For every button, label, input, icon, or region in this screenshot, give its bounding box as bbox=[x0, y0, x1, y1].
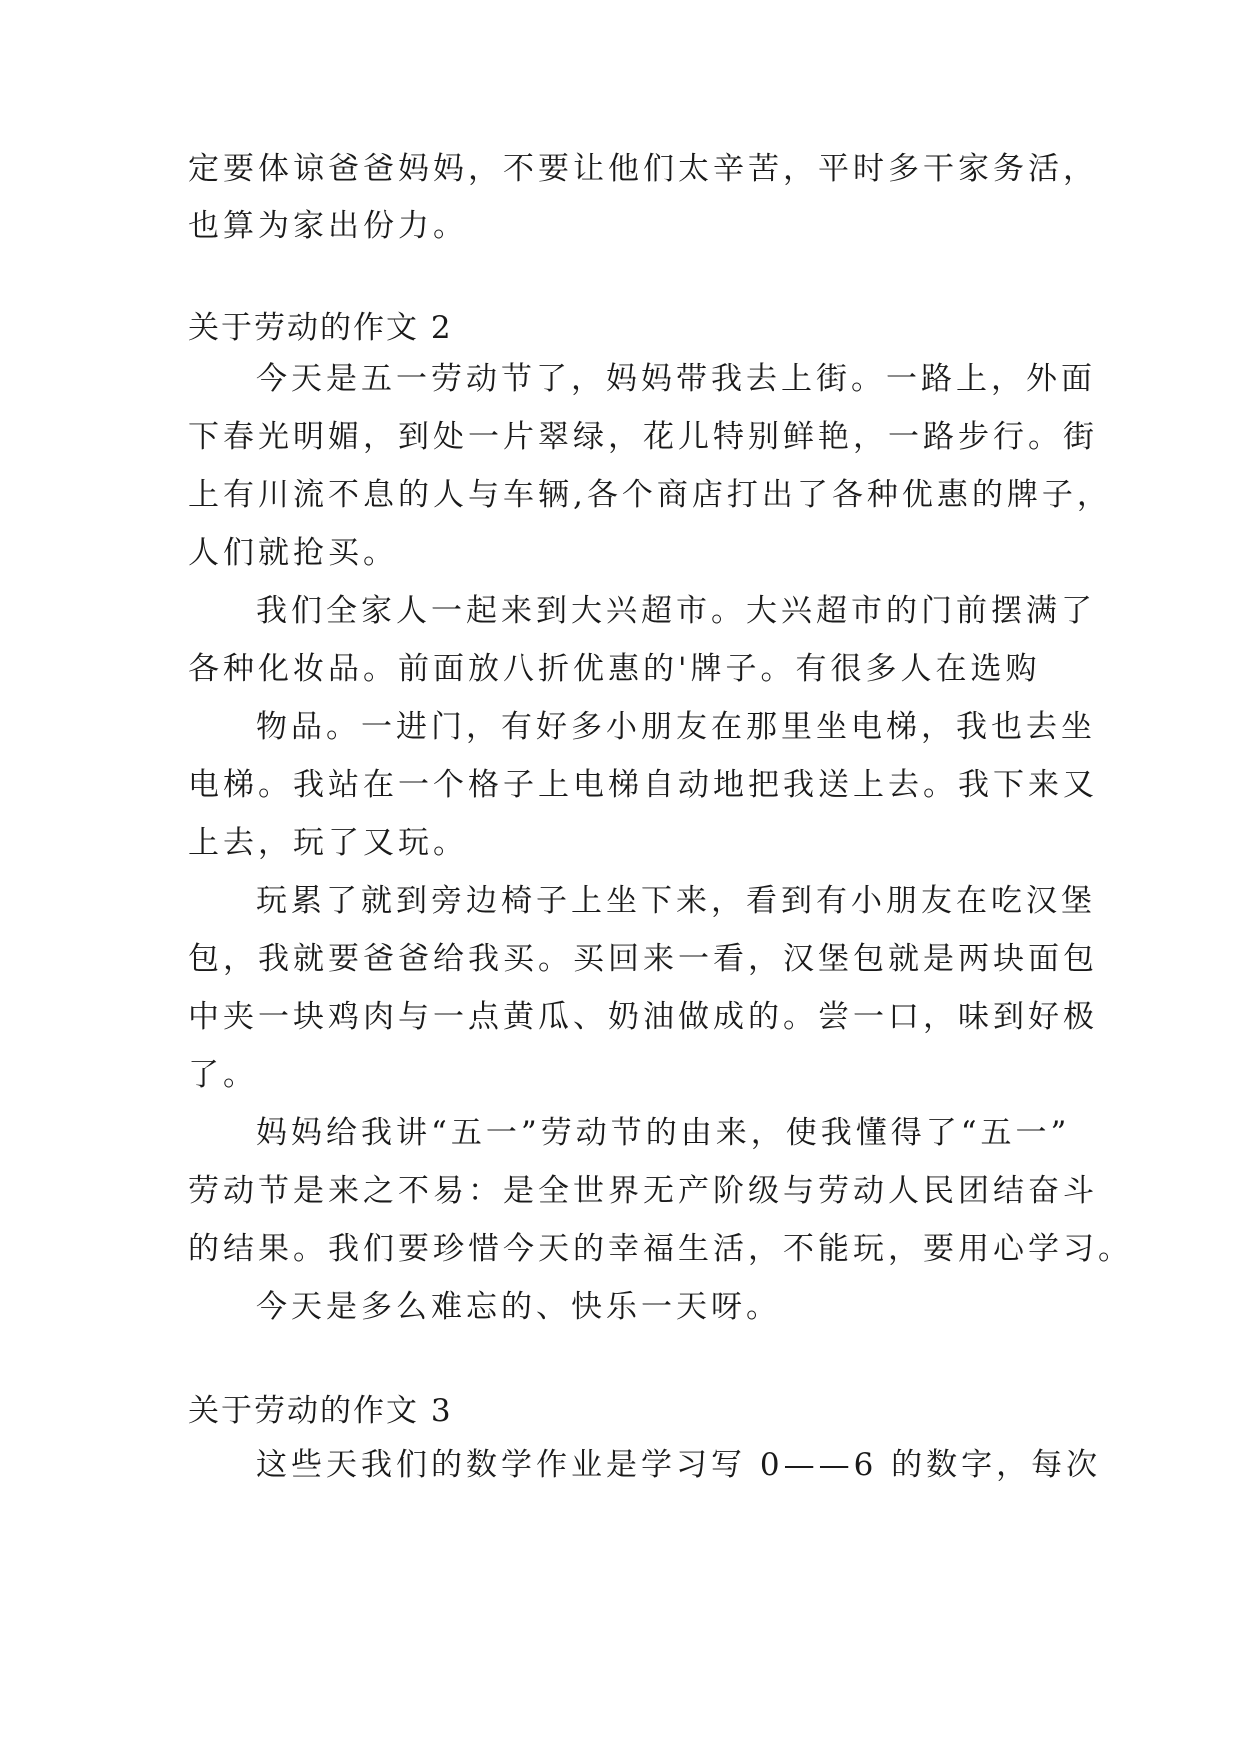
intro-line-1: 定要体谅爸爸妈妈，不要让他们太辛苦，平时多干家务活， bbox=[188, 151, 1098, 187]
essay-2-line: 玩累了就到旁边椅子上坐下来，看到有小朋友在吃汉堡 bbox=[256, 883, 1096, 919]
essay-2-line: 物品。一进门，有好多小朋友在那里坐电梯，我也去坐 bbox=[256, 709, 1096, 745]
essay-2-line: 今天是五一劳动节了，妈妈带我去上街。一路上，外面 bbox=[256, 361, 1096, 397]
intro-line-2: 也算为家出份力。 bbox=[188, 208, 468, 244]
essay-2-line: 上去，玩了又玩。 bbox=[188, 825, 468, 861]
essay-2-line: 我们全家人一起来到大兴超市。大兴超市的门前摆满了 bbox=[256, 593, 1096, 629]
essay-2-line: 下春光明媚，到处一片翠绿，花儿特别鲜艳，一路步行。街 bbox=[188, 419, 1098, 455]
essay-2-line: 妈妈给我讲“五一”劳动节的由来，使我懂得了“五一” bbox=[256, 1115, 1071, 1151]
essay-2-line: 中夹一块鸡肉与一点黄瓜、奶油做成的。尝一口，味到好极 bbox=[188, 999, 1098, 1035]
essay-2-line: 劳动节是来之不易：是全世界无产阶级与劳动人民团结奋斗 bbox=[188, 1173, 1098, 1209]
essay-2-line: 的结果。我们要珍惜今天的幸福生活，不能玩，要用心学习。 bbox=[188, 1231, 1133, 1267]
essay-2-line: 今天是多么难忘的、快乐一天呀。 bbox=[256, 1289, 781, 1325]
essay-2-line: 各种化妆品。前面放八折优惠的'牌子。有很多人在选购 bbox=[188, 651, 1041, 687]
essay-3-title: 关于劳动的作文 3 bbox=[188, 1393, 453, 1429]
essay-2-line: 包，我就要爸爸给我买。买回来一看，汉堡包就是两块面包 bbox=[188, 941, 1098, 977]
essay-2-line: 电梯。我站在一个格子上电梯自动地把我送上去。我下来又 bbox=[188, 767, 1098, 803]
essay-2-title: 关于劳动的作文 2 bbox=[188, 310, 453, 346]
essay-2-line: 人们就抢买。 bbox=[188, 535, 398, 571]
essay-3-line: 这些天我们的数学作业是学习写 0——6 的数字，每次 bbox=[256, 1447, 1102, 1483]
essay-2-line: 上有川流不息的人与车辆,各个商店打出了各种优惠的牌子， bbox=[188, 477, 1112, 513]
essay-2-line: 了。 bbox=[188, 1057, 258, 1093]
